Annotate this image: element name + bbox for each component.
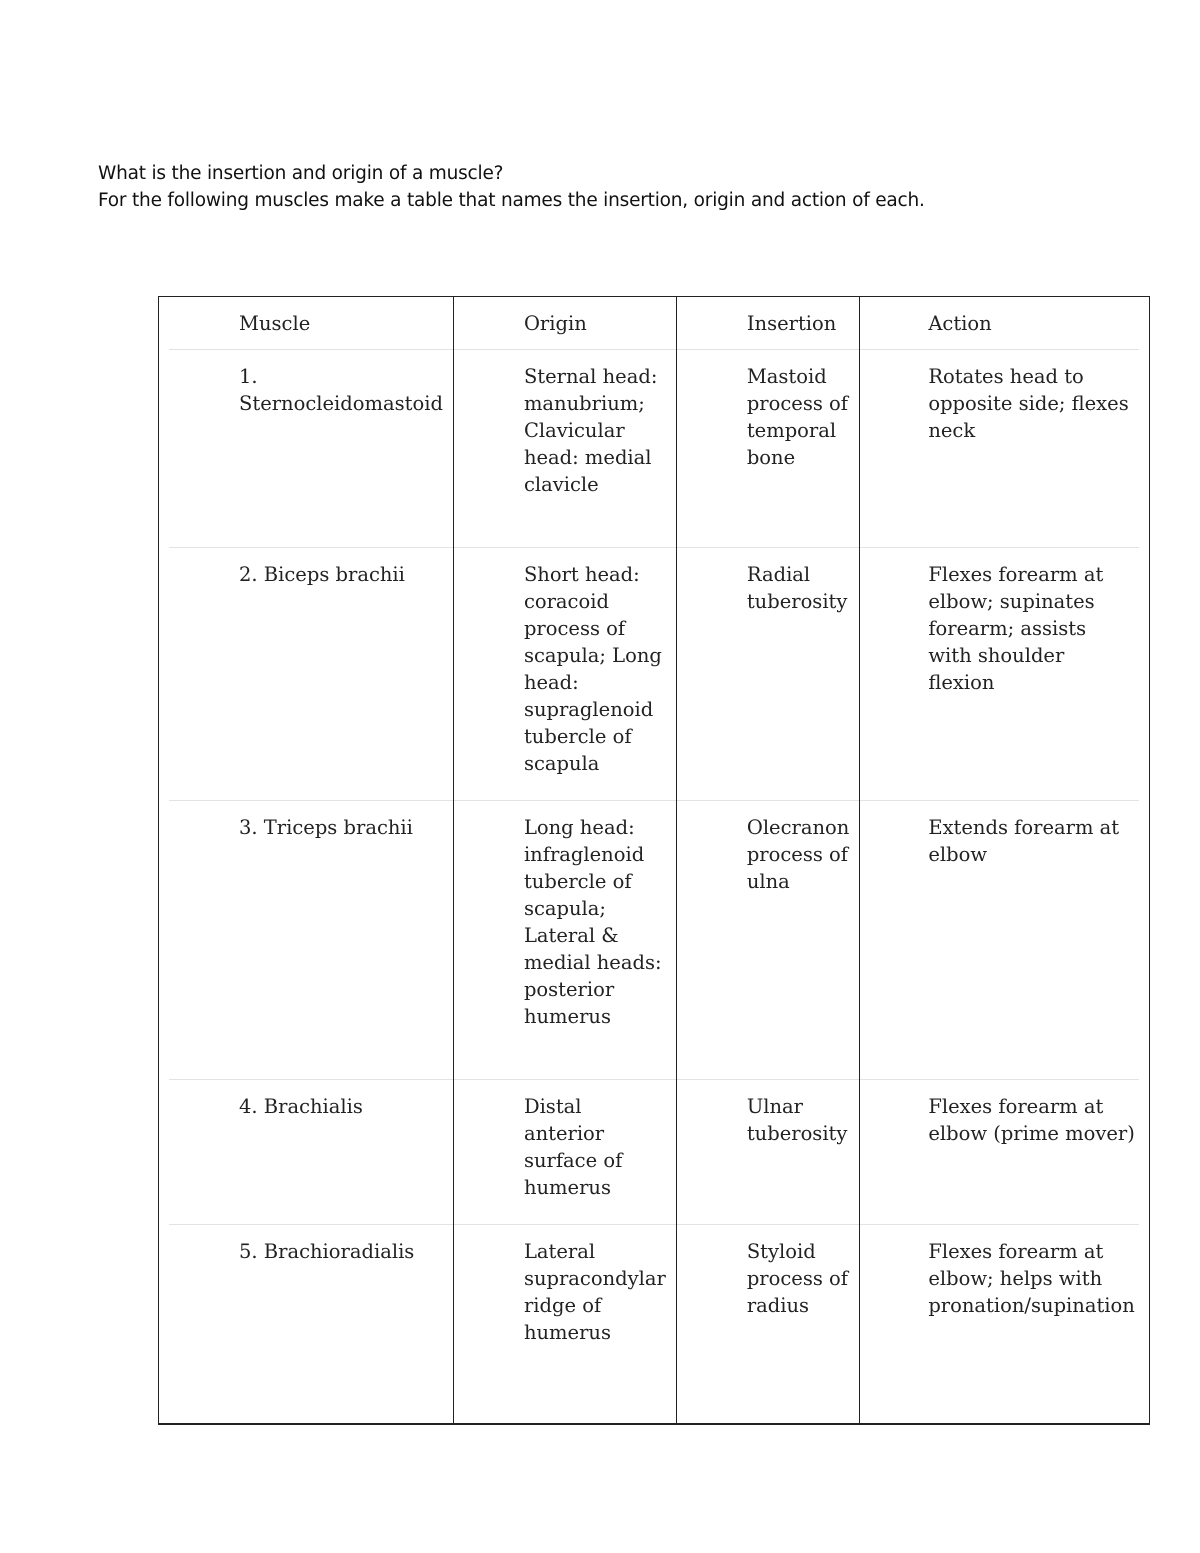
table-row [159,350,1150,548]
header-insertion: Insertion [677,297,860,350]
task-line: For the following muscles make a table that names the insertion, origin and action of each. [98,190,925,211]
action-cell: Rotates head to opposite side; flexes neck [860,350,1149,548]
question-line: What is the insertion and origin of a muscle? [98,163,504,184]
origin-cell: Long head: infraglenoid tubercle of scapula; Lateral & medial heads: posterior humerus [454,801,676,1080]
origin-cell: Short head: coracoid process of scapula; Long head: supraglenoid tubercle of scapula [454,548,676,801]
origin-cell: Lateral supracondylar ridge of humerus [523,1240,666,1344]
insertion-cell: Olecranon process of ulna [677,801,860,1080]
header-origin: Origin [454,297,676,350]
muscle-cell: 3. Triceps brachii [159,801,453,1080]
insertion-cell: Styloid process of radius [746,1240,849,1317]
header-muscle: Muscle [159,297,453,350]
table-row [159,548,1150,801]
muscle-cell: 1. Sternocleidomastoid [159,350,453,548]
insertion-cell: Ulnar tuberosity [677,1080,860,1225]
muscle-cell: 2. Biceps brachii [159,548,453,801]
instructions [98,160,925,214]
table-row [159,1225,1150,1424]
action-cell: Extends forearm at elbow [860,801,1149,1080]
origin-cell: Sternal head: manubrium; Clavicular head: medial clavicle [454,350,676,548]
action-cell: Flexes forearm at elbow; supinates forearm; assists with shoulder flexion [860,548,1149,801]
muscle-cell: 4. Brachialis [159,1080,453,1225]
insertion-cell: Radial tuberosity [677,548,860,801]
muscle-cell: 5. Brachioradialis [239,1240,415,1263]
header-action: Action [860,297,1149,350]
table-row [159,1080,1150,1225]
table-header-row [159,297,1150,351]
muscle-table [158,296,1150,1425]
insertion-cell: Mastoid process of temporal bone [677,350,860,548]
action-cell: Flexes forearm at elbow; helps with pronation/supination [928,1240,1135,1317]
action-cell: Flexes forearm at elbow (prime mover) [860,1080,1149,1225]
origin-cell: Distal anterior surface of humerus [454,1080,676,1225]
table-row [159,801,1150,1080]
